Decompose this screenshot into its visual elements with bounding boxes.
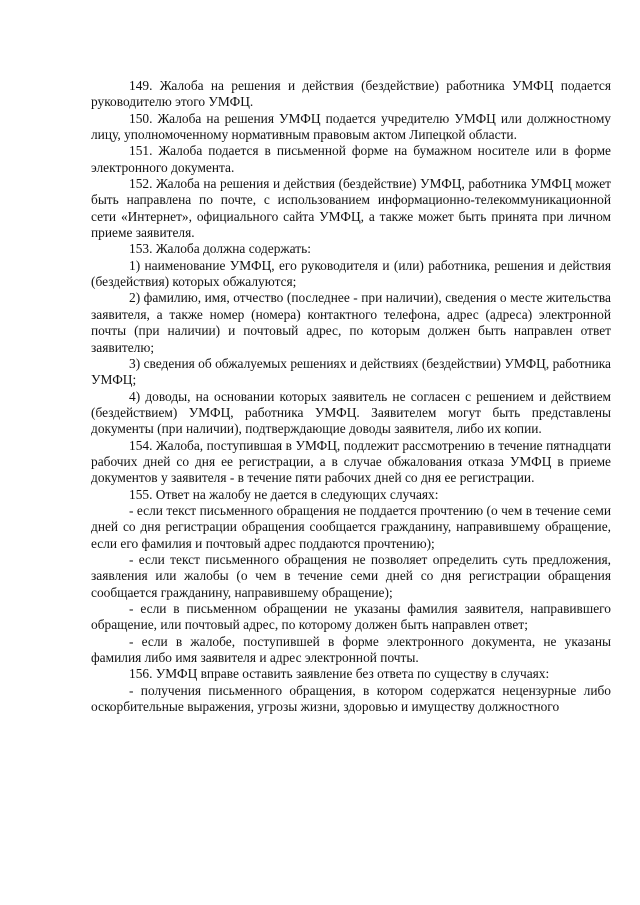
paragraph-154: 154. Жалоба, поступившая в УМФЦ, подлежит рассмотрению в течение пятнадцати рабочих дней со дня ее регистрации, а в случае обжалования отказа УМФЦ в приеме документов у заявителя - в течение пяти рабочих дней со дня ее регистрации.: [91, 437, 611, 486]
paragraph-152: 152. Жалоба на решения и действия (бездействие) УМФЦ, работника УМФЦ может быть направлена по почте, с использованием информационно-телекоммуникационной сети «Интернет», официального сайта УМФЦ, а также может быть принята при личном приеме заявителя.: [91, 176, 611, 241]
paragraph-156: 156. УМФЦ вправе оставить заявление без ответа по существу в случаях:: [129, 666, 550, 682]
list-item-153-4: 4) доводы, на основании которых заявитель не согласен с решением и действием (бездействием) УМФЦ, работника УМФЦ. Заявителем могут быть представлены документы (при наличии), подтверждающие доводы заявителя, либо их копии.: [91, 388, 611, 437]
list-item-155-1: - если текст письменного обращения не поддается прочтению (о чем в течение семи дней со дня регистрации обращения сообщается гражданину, направившему обращение, если его фамилия и почтовый адрес поддаются прочтению);: [91, 502, 611, 551]
list-item-155-2: - если текст письменного обращения не позволяет определить суть предложения, заявления или жалобы (о чем в течение семи дней со дня регистрации обращения сообщается гражданину, направившему обращение);: [91, 551, 611, 600]
list-item-153-3: 3) сведения об обжалуемых решениях и действиях (бездействии) УМФЦ, работника УМФЦ;: [91, 355, 611, 388]
list-item-153-1: 1) наименование УМФЦ, его руководителя и (или) работника, решения и действия (бездействия) которых обжалуются;: [91, 257, 611, 290]
document-page: [91, 78, 611, 715]
paragraph-155: 155. Ответ на жалобу не дается в следующих случаях:: [129, 486, 439, 502]
paragraph-151: 151. Жалоба подается в письменной форме на бумажном носителе или в форме электронного документа.: [91, 143, 611, 175]
list-item-155-4: - если в жалобе, поступившей в форме электронного документа, не указаны фамилия либо имя заявителя и адрес электронной почты.: [91, 633, 611, 666]
paragraph-153: 153. Жалоба должна содержать:: [129, 241, 311, 257]
list-item-155-3: - если в письменном обращении не указаны фамилия заявителя, направившего обращение, или почтовый адрес, по которому должен быть направлен ответ;: [91, 601, 611, 633]
list-item-153-2: 2) фамилию, имя, отчество (последнее - при наличии), сведения о месте жительства заявителя, а также номер (номера) контактного телефона, адрес (адреса) электронной почты (при наличии) и почтовый адрес, по которым должен быть направлен ответ заявителю;: [91, 290, 611, 355]
paragraph-149: 149. Жалоба на решения и действия (бездействие) работника УМФЦ подается руководителю этого УМФЦ.: [91, 78, 611, 110]
paragraph-150: 150. Жалоба на решения УМФЦ подается учредителю УМФЦ или должностному лицу, уполномоченному нормативным правовым актом Липецкой области.: [91, 110, 611, 143]
list-item-156-1: - получения письменного обращения, в котором содержатся нецензурные либо оскорбительные выражения, угрозы жизни, здоровью и имуществу должностного: [91, 682, 611, 715]
